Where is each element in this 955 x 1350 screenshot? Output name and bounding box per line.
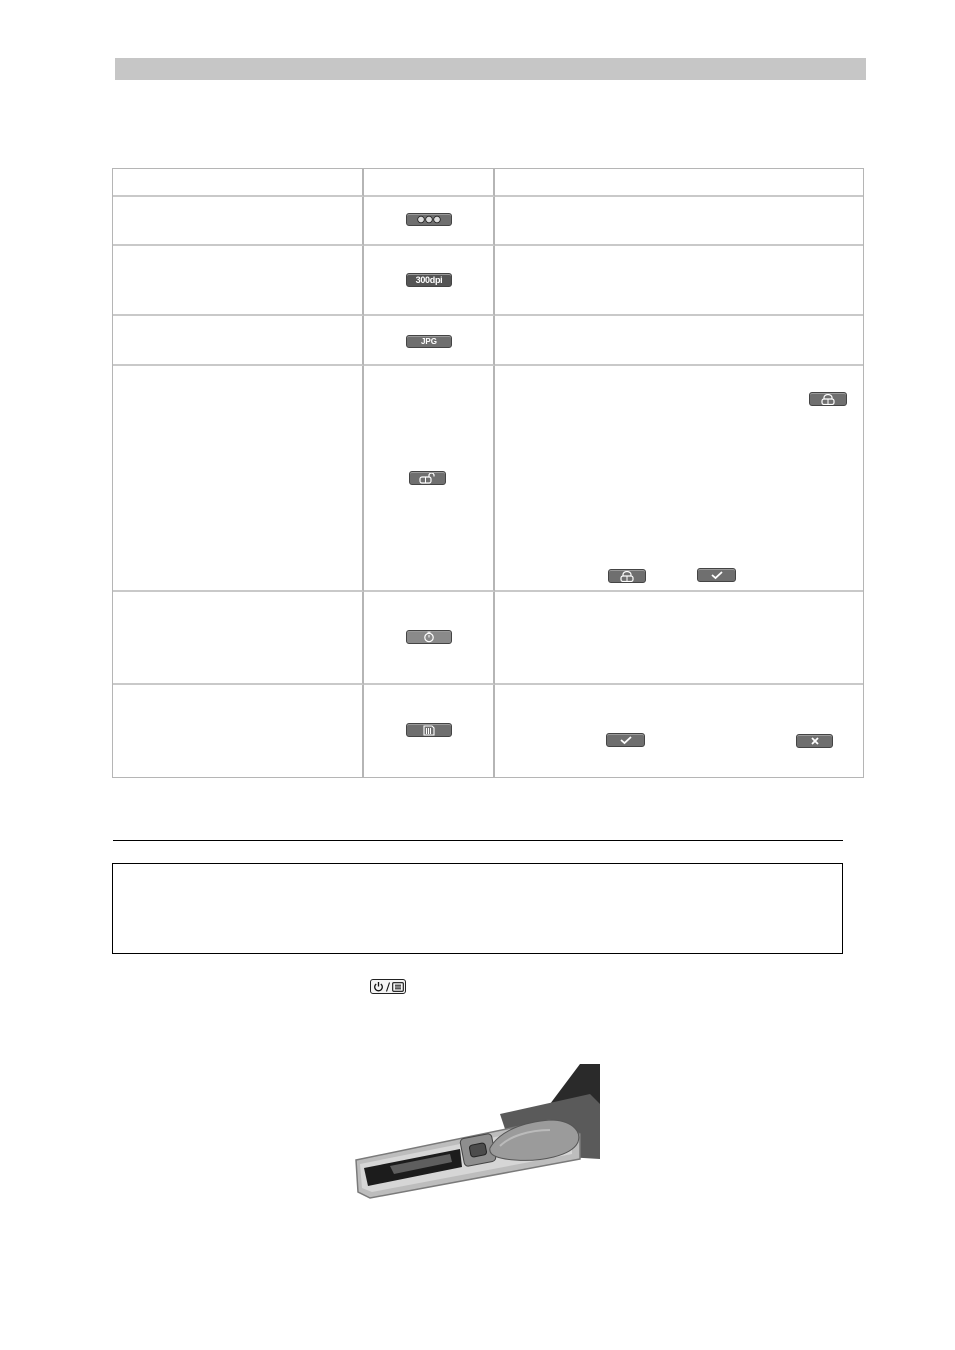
table-row-desc-cell (495, 246, 863, 316)
table-header-cell-3 (495, 169, 863, 197)
power-menu-inline-icon (370, 979, 406, 994)
cancel-inline-icon (796, 734, 833, 748)
color-mode-button (406, 213, 452, 226)
power-icon (373, 981, 384, 992)
lock-button (409, 471, 446, 485)
three-dots-icon (414, 215, 444, 224)
table-row (113, 246, 364, 316)
table-header-cell-1 (113, 169, 364, 197)
table-row-desc-cell (495, 366, 863, 592)
menu-icon (392, 982, 404, 992)
confirm-inline-icon-2 (606, 733, 645, 747)
lock-inline-icon-2 (608, 569, 646, 583)
table-row-icon-cell (364, 366, 495, 592)
unlock-icon (417, 473, 439, 484)
note-box (112, 863, 843, 954)
timer-icon (423, 631, 435, 643)
table-row (113, 197, 364, 246)
format-card-button (406, 723, 452, 737)
resolution-label: 300dpi (415, 275, 443, 285)
table-row (113, 366, 364, 592)
table-row (113, 592, 364, 685)
table-row (113, 685, 364, 777)
table-row-desc-cell (495, 197, 863, 246)
slash-separator-icon (386, 982, 390, 992)
file-format-label: JPG (420, 337, 437, 346)
check-icon (710, 570, 724, 580)
confirm-inline-icon-1 (697, 568, 736, 582)
check-icon (619, 735, 633, 745)
table-row-icon-cell (364, 685, 495, 777)
section-divider (113, 840, 843, 841)
close-icon (809, 736, 821, 746)
section-header-bar (115, 58, 866, 80)
table-row-icon-cell (364, 246, 495, 316)
table-row-icon-cell (364, 197, 495, 246)
lock-icon (617, 571, 637, 582)
table-header-cell-2 (364, 169, 495, 197)
table-row (113, 316, 364, 366)
table-row-desc-cell (495, 685, 863, 777)
memory-card-icon (421, 725, 437, 736)
table-row-desc-cell (495, 316, 863, 366)
lock-inline-icon-1 (809, 392, 847, 406)
scanner-power-photo (350, 1064, 600, 1200)
auto-off-button (406, 630, 452, 644)
lock-icon (818, 394, 838, 405)
resolution-button (406, 273, 452, 287)
table-row-icon-cell (364, 592, 495, 685)
table-row-desc-cell (495, 592, 863, 685)
file-format-button (406, 335, 452, 348)
settings-table (112, 168, 864, 778)
table-row-icon-cell (364, 316, 495, 366)
